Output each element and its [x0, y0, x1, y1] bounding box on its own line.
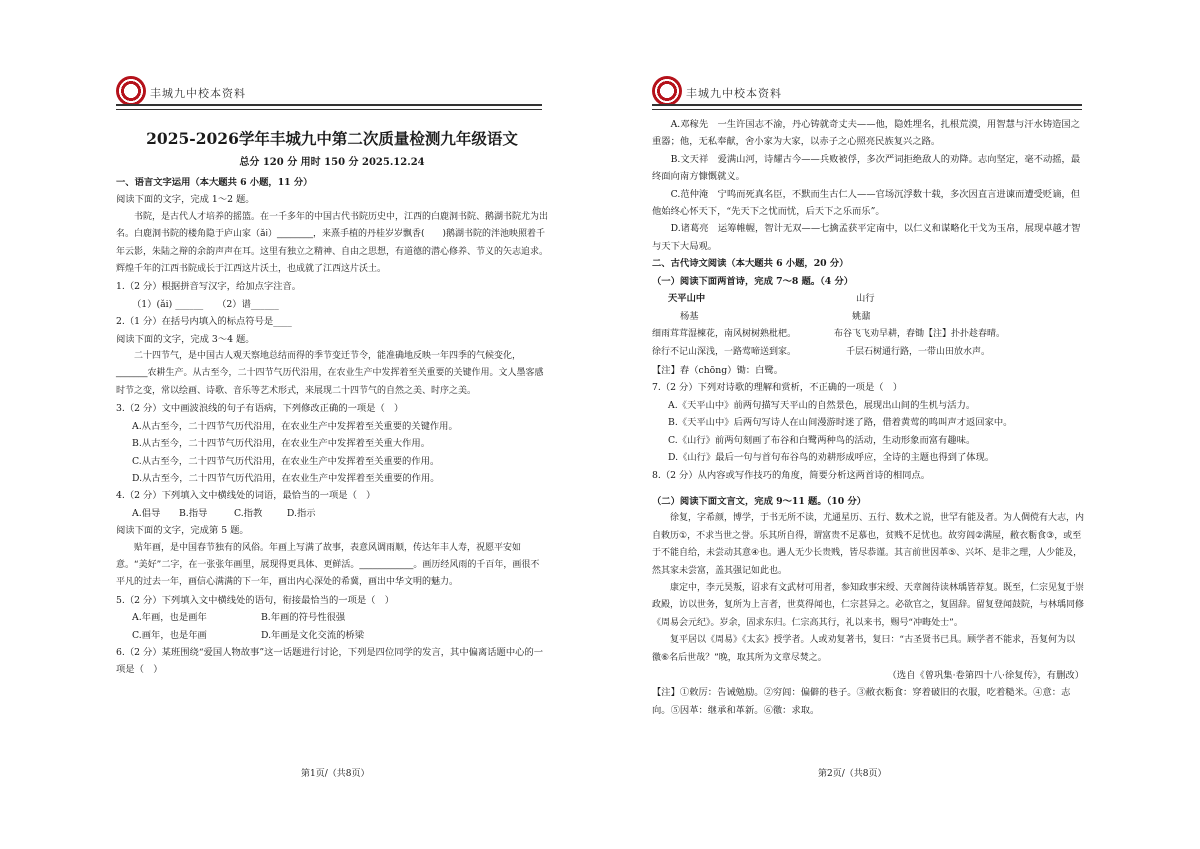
- question: 4.（2 分）下列填入文中横线处的词语，最恰当的一项是（ ）: [116, 490, 376, 502]
- answer-option: A.《天平山中》前两句描写天平山的自然景色，展现出山间的生机与活力。: [668, 399, 976, 411]
- answer-option: C.从古至今，二十四节气历代沿用，在农业生产中发挥着至关重要的作用。: [132, 455, 440, 467]
- passage: 二十四节气，是中国古人观天察地总结而得的季节变迁节令，能准确地反映一年四季的气候变化，_______农耕生产。从古至今，二十四节气历代沿用，在农业生产中发挥着至关重要的关键作用。文人墨客感时节之变，常以绘画、诗歌、音乐等艺术形式，来展现二十四节气的自然之美、时序之美。: [116, 351, 544, 396]
- reading-instruction: 阅读下面的文字，完成 3～4 题。: [116, 333, 255, 345]
- spacer: [652, 484, 1084, 493]
- poem-line: 千层石树通行路，一带山田放水声。: [846, 347, 991, 358]
- question: 5.（2 分）下列填入文中横线处的语句，衔接最恰当的一项是（ ）: [116, 594, 395, 606]
- section-heading: 二、古代诗文阅读（本大题共 6 小题，20 分）: [652, 258, 849, 270]
- poem-author: 姚鼐: [852, 311, 871, 323]
- answer-option: C.范仲淹 宁鸣而死真名臣，不默而生古仁人——官场沉浮数十载，多次因直言进谏而遭受贬谪，但他始终心怀天下，“先天下之忧而忧，后天下之乐而乐”。: [652, 188, 1081, 218]
- answer-option: D.诸葛亮 运筹帷幄，智计无双——七擒孟获平定南中，以仁义和谋略化干戈为玉帛，展现卓越才智与天下大局观。: [652, 223, 1081, 252]
- answer-option: B.从古至今，二十四节气历代沿用，在农业生产中发挥着至关重大作用。: [132, 438, 430, 450]
- page-footer: 第2页/（共8页）: [818, 769, 887, 779]
- poem-line: 徐行不记山深浅，一路莺啼送到家。: [652, 347, 797, 358]
- passage: 书院，是古代人才培养的摇篮。在一千多年的中国古代书院历史中，江西的白鹿洞书院、鹅湖书院尤为出名。白鹿洞书院的楼角隐于庐山家（ǎi）________，来熹手植的丹桂岁岁飘香( )鹅湖书院的泮池映照着千年云影，朱陆之辩的余韵声声在耳。这里有独立之精神、自由之思想，有道德的潜心修养、节义的矢志追求。辉煌千年的江西书院成长于江西这片沃土，也成就了江西这片沃土。: [116, 211, 549, 275]
- annotation: 【注】舂（chōng）锄：白鹭。: [652, 365, 783, 377]
- classical-passage: 康定中，李元昊叛，诏求有文武材可用者，参知政事宋绶、天章阁待读林瑀皆荐复。既至，仁宗见复于崇政殿，访以世务，复所为上言者，世莫得闻也，仁宗甚异之。必欲官之，复固辞。留复登闻鼓院，与林瑀同修《周易会元纪》。岁余，固求东归。仁宗高其行，礼以来书，赐号“冲晦处士”。: [652, 582, 1085, 628]
- poem-line: 布谷飞飞劝早耕，舂锄【注】扑扑趁春晴。: [834, 329, 1006, 340]
- answer-option: D.指示: [286, 507, 316, 519]
- header-rule: [652, 104, 1082, 110]
- answer-option: B.文天祥 爱满山河，诗耀古今——兵败被俘，多次严词拒绝敌人的劝降。志向坚定，毫不动摇，最终面向南方慷慨就义。: [652, 153, 1081, 183]
- annotation: 【注】①敕厉：告诫勉励。②穷闾：偏僻的巷子。③敝衣粝食：穿着破旧的衣服，吃着糙米。④意：志向。⑤因革：继承和革新。⑥徼：求取。: [652, 687, 1071, 716]
- answer-option: D.从古至今，二十四节气历代沿用，在农业生产中发挥着至关重要的作用。: [132, 472, 440, 484]
- answer-option: A.倡导: [132, 507, 161, 519]
- exam-title: 2025-2026学年丰城九中第二次质量检测九年级语文: [146, 129, 518, 148]
- subsection-heading: （二）阅读下面文言文，完成 9～11 题。（10 分）: [652, 495, 867, 507]
- section-heading: 一、语言文字运用（本大题共 6 小题，11 分）: [116, 177, 313, 188]
- answer-option: B.指导: [178, 507, 208, 519]
- passage-source: （选自《曾巩集·卷第四十八·徐复传》，有删改）: [887, 669, 1084, 681]
- question: 1.（2 分）根据拼音写汉字，给加点字注音。: [116, 281, 302, 293]
- answer-option: B.《天平山中》后两句写诗人在山间漫游时迷了路，借着黄莺的鸣叫声才返回家中。: [668, 417, 1013, 429]
- classical-passage: 复平居以《周易》《太玄》授学者。人或劝复著书，复曰：“古圣贤书已具。顾学者不能求，吾复何为以徼⑥名后世哉？”晚，取其所为文章尽焚之。: [652, 635, 1076, 663]
- classical-passage: 徐复，字希颜，博学，于书无所不读，尤通星历、五行、数术之说，世罕有能及者。为人倜傥有大志，内自敕历①，不求当世之誉。乐其所自得，谓富贵不足慕也，贫贱不足忧也。故穷闾②满屋，敝衣粝食③，或至于不能自给，未尝动其意④也。遇人无少长贵贱，皆尽恭谨。其言前世因革⑤、兴坏、是非之理，人少能及，然其家未尝富，盖其强记如此也。: [652, 513, 1085, 576]
- poem-title: 天平山中: [668, 293, 706, 305]
- answer-option: D.《山行》最后一句与首句布谷鸟的劝耕形成呼应，全诗的主题也得到了体现。: [668, 452, 995, 464]
- school-logo-icon: [652, 76, 682, 106]
- question: 3.（2 分）文中画波浪线的句子有语病，下列修改正确的一项是（ ）: [116, 403, 404, 415]
- reading-instruction: 阅读下面的文字，完成 1～2 题。: [116, 194, 255, 206]
- header-school-name: 丰城九中校本资料: [150, 87, 246, 100]
- answer-option: C.画年，也是年画: [132, 629, 207, 641]
- question: 8.（2 分）从内容或写作技巧的角度，简要分析这两首诗的相同点。: [652, 469, 931, 481]
- poem-lines: [652, 326, 1084, 362]
- question: 7.（2 分）下列对诗歌的理解和赏析，不正确的一项是（ ）: [652, 382, 903, 394]
- question: 6.（2 分）某班围绕“爱国人物故事”这一话题进行讨论，下列是四位同学的发言，其中偏离话题中心的一项是（ ）: [116, 646, 544, 676]
- poem-author: 杨基: [680, 311, 699, 323]
- answer-option: A.邓稼先 一生许国志不渝，丹心铸就奇丈夫——他，隐姓埋名，扎根荒漠，用智慧与汗水铸造国之重器；他，无私奉献，舍小家为大家，以赤子之心照亮民族复兴之路。: [652, 119, 1081, 148]
- answer-option: A.从古至今，二十四节气历代沿用，在农业生产中发挥着至关重要的关键作用。: [132, 420, 458, 432]
- page-2-content: [652, 116, 1084, 719]
- reading-instruction: 阅读下面的文字，完成第 5 题。: [116, 525, 249, 537]
- answer-option: D.年画是文化交流的桥梁: [260, 629, 365, 641]
- exam-meta: 总分 120 分 用时 150 分 2025.12.24: [239, 157, 425, 168]
- subsection-heading: （一）阅读下面两首诗，完成 7～8 题。（4 分）: [652, 275, 854, 287]
- poem-line: 细雨茸茸湿楝花，南风树树熟枇杷。: [652, 329, 797, 340]
- question-blanks: （1）(ǎi) ______ （2）谱______: [132, 298, 279, 310]
- answer-option: B.年画的符号性很强: [260, 612, 346, 624]
- answer-option: C.指教: [233, 507, 263, 519]
- poem-title: 山行: [856, 293, 875, 305]
- passage: 贴年画，是中国春节独有的风俗。年画上写满了故事，表意风调雨顺，传达年丰人寿，祝愿平安如意。“美好”二字，在一张张年画里，展现得更具体、更鲜活。____________。画历经风雨的千百年，画很不平凡的过去一年，画信心满满的下一年，画出内心深处的希冀，画出中华文明的魅力。: [116, 542, 540, 588]
- answer-option: A.年画，也是画年: [132, 612, 207, 624]
- answer-option: C.《山行》前两句刻画了布谷和白鹭两种鸟的活动，生动形象而富有趣味。: [668, 434, 976, 446]
- question: 2.（1 分）在括号内填入的标点符号是____: [116, 316, 292, 328]
- header-school-name: 丰城九中校本资料: [686, 87, 782, 100]
- page-footer: 第1页/（共8页）: [301, 769, 370, 779]
- poem-titles: [652, 290, 1084, 326]
